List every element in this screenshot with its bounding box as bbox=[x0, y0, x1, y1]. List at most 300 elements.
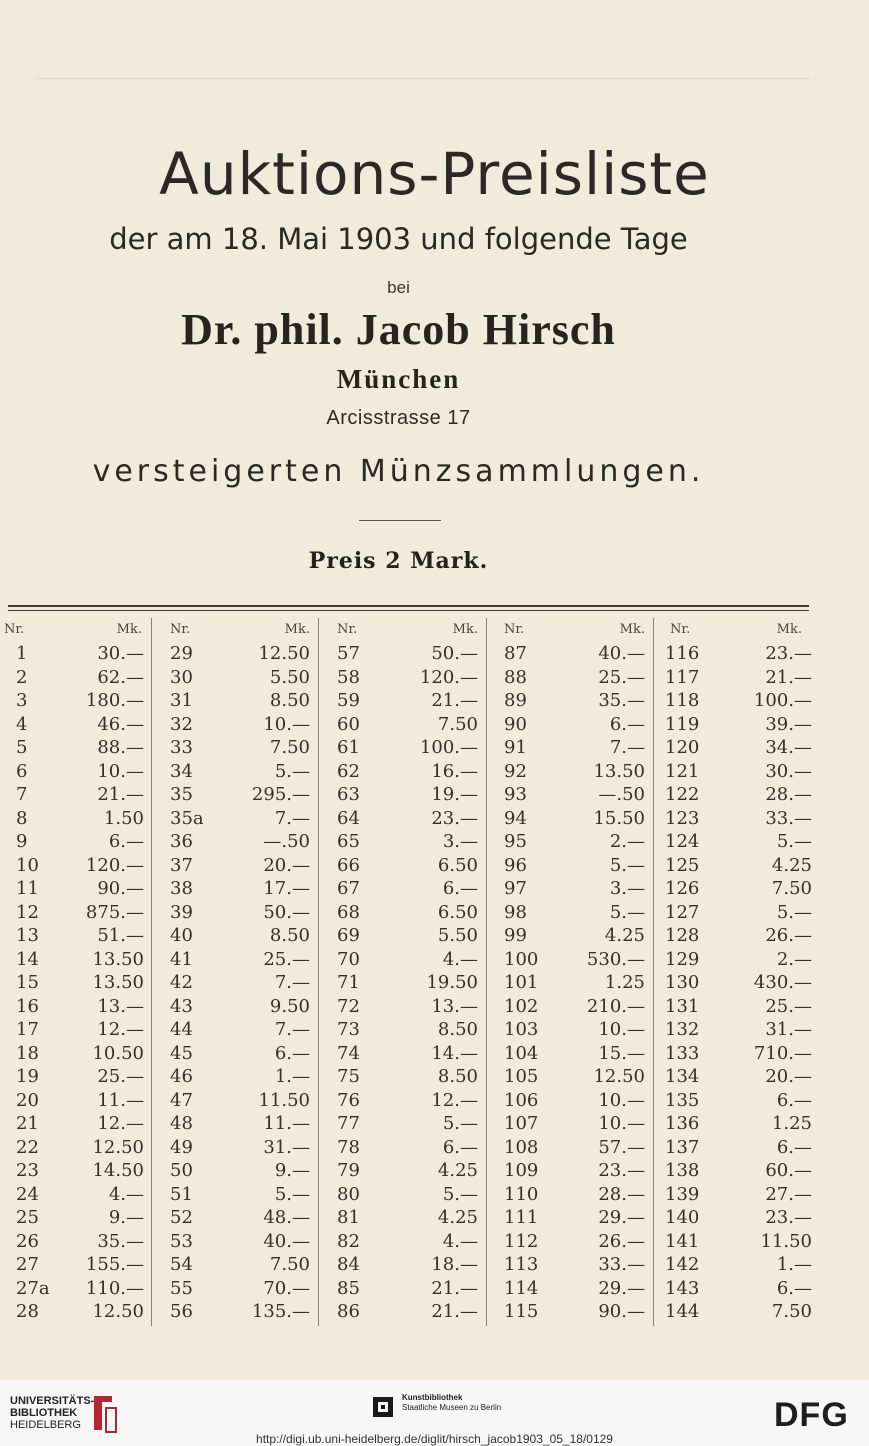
lot-price: —.50 bbox=[598, 784, 645, 805]
header-nr: Nr. bbox=[170, 622, 191, 637]
lot-number: 51 bbox=[170, 1183, 193, 1205]
lot-price: 50.— bbox=[431, 643, 478, 664]
lot-number: 85 bbox=[337, 1277, 360, 1299]
lot-price: 10.— bbox=[97, 760, 144, 782]
lot-price: 50.— bbox=[263, 901, 310, 923]
lot-number: 23 bbox=[16, 1160, 39, 1181]
lot-number: 38 bbox=[170, 878, 193, 899]
lot-number: 98 bbox=[504, 901, 527, 923]
lot-number: 30 bbox=[170, 666, 193, 688]
lot-price: 23.— bbox=[598, 1160, 645, 1181]
lot-price: 12.50 bbox=[92, 1136, 144, 1158]
lot-price: 21.— bbox=[431, 1277, 478, 1299]
lot-number: 87 bbox=[504, 643, 527, 664]
lot-number: 117 bbox=[665, 666, 700, 688]
lot-price: 7.50 bbox=[269, 737, 310, 758]
table-row bbox=[0, 1042, 869, 1066]
lot-number: 37 bbox=[170, 854, 193, 876]
table-row bbox=[0, 948, 869, 972]
lot-price: 25.— bbox=[765, 995, 812, 1017]
lot-price: 710.— bbox=[753, 1042, 812, 1064]
table-row bbox=[0, 713, 869, 737]
lot-price: 60.— bbox=[765, 1160, 812, 1181]
lot-number: 5 bbox=[16, 737, 28, 758]
lot-number: 135 bbox=[665, 1089, 700, 1111]
lot-price: 40.— bbox=[263, 1230, 310, 1252]
table-row bbox=[0, 995, 869, 1019]
lot-price: 46.— bbox=[97, 713, 144, 735]
lot-price: 5.— bbox=[274, 1183, 310, 1205]
lot-number: 138 bbox=[665, 1160, 700, 1181]
lot-price: 16.— bbox=[431, 760, 478, 782]
lot-number: 80 bbox=[337, 1183, 360, 1205]
table-body bbox=[0, 642, 869, 1324]
lot-number: 121 bbox=[665, 760, 700, 782]
table-row bbox=[0, 1018, 869, 1042]
lot-price: 35.— bbox=[598, 690, 645, 711]
lot-price: 4.— bbox=[442, 1230, 478, 1252]
lot-price: 11.50 bbox=[760, 1230, 812, 1252]
lot-number: 50 bbox=[170, 1160, 193, 1181]
lot-number: 84 bbox=[337, 1254, 360, 1275]
lot-number: 43 bbox=[170, 995, 193, 1017]
lot-number: 122 bbox=[665, 784, 700, 805]
lot-price: 8.50 bbox=[437, 1019, 478, 1040]
lot-price: 12.50 bbox=[593, 1066, 645, 1087]
lot-number: 120 bbox=[665, 737, 700, 758]
table-row bbox=[0, 807, 869, 831]
table-row bbox=[0, 830, 869, 854]
lot-price: 430.— bbox=[753, 972, 812, 993]
lot-price: 88.— bbox=[97, 737, 144, 758]
lot-number: 17 bbox=[16, 1019, 39, 1040]
lot-number: 44 bbox=[170, 1019, 193, 1040]
lot-price: 7.— bbox=[274, 1019, 310, 1040]
lot-price: 110.— bbox=[85, 1277, 144, 1299]
lot-number: 34 bbox=[170, 760, 193, 782]
lot-number: 108 bbox=[504, 1136, 539, 1158]
lot-number: 99 bbox=[504, 925, 527, 946]
lot-number: 66 bbox=[337, 854, 360, 876]
lot-price: 28.— bbox=[598, 1183, 645, 1205]
lot-price: 3.— bbox=[442, 831, 478, 852]
table-row bbox=[0, 760, 869, 784]
lot-number: 100 bbox=[504, 948, 539, 970]
lot-price: 1.50 bbox=[103, 807, 144, 829]
table-row bbox=[0, 1183, 869, 1207]
lot-price: 57.— bbox=[598, 1136, 645, 1158]
lot-number: 115 bbox=[504, 1301, 539, 1322]
lot-price: 9.50 bbox=[269, 995, 310, 1017]
lot-price: 180.— bbox=[85, 690, 144, 711]
lot-price: 9.— bbox=[274, 1160, 310, 1181]
lot-price: 30.— bbox=[97, 643, 144, 664]
lot-number: 47 bbox=[170, 1089, 193, 1111]
lot-number: 42 bbox=[170, 972, 193, 993]
table-row bbox=[0, 689, 869, 713]
lot-price: 35.— bbox=[97, 1230, 144, 1252]
header-nr: Nr. bbox=[4, 622, 25, 637]
library-line-2: BIBLIOTHEK bbox=[10, 1407, 78, 1419]
lot-price: 70.— bbox=[263, 1277, 310, 1299]
lot-price: 100.— bbox=[753, 690, 812, 711]
lot-price: 25.— bbox=[598, 666, 645, 688]
lot-number: 40 bbox=[170, 925, 193, 946]
lot-number: 119 bbox=[665, 713, 700, 735]
table-row bbox=[0, 1065, 869, 1089]
table-row bbox=[0, 924, 869, 948]
lot-price: 4.25 bbox=[604, 925, 645, 946]
lot-number: 81 bbox=[337, 1207, 360, 1228]
table-top-rule bbox=[8, 605, 809, 607]
lot-number: 35 bbox=[170, 784, 193, 805]
lot-number: 69 bbox=[337, 925, 360, 946]
lot-number: 110 bbox=[504, 1183, 539, 1205]
lot-price: 6.— bbox=[776, 1089, 812, 1111]
lot-number: 6 bbox=[16, 760, 28, 782]
table-row bbox=[0, 1206, 869, 1230]
lot-price: 5.50 bbox=[437, 925, 478, 946]
lot-number: 95 bbox=[504, 831, 527, 852]
lot-price: 530.— bbox=[586, 948, 645, 970]
lot-price: 5.— bbox=[274, 760, 310, 782]
library-line-3: HEIDELBERG bbox=[10, 1419, 81, 1431]
bei-label: bei bbox=[387, 278, 410, 297]
bleed-through-line bbox=[35, 78, 810, 79]
lot-price: 5.— bbox=[609, 854, 645, 876]
lot-price: 6.— bbox=[776, 1277, 812, 1299]
lot-number: 33 bbox=[170, 737, 193, 758]
lot-number: 10 bbox=[16, 854, 39, 876]
lot-number: 16 bbox=[16, 995, 39, 1017]
lot-price: 5.— bbox=[442, 1113, 478, 1134]
lot-number: 134 bbox=[665, 1066, 700, 1087]
lot-number: 104 bbox=[504, 1042, 539, 1064]
lot-number: 137 bbox=[665, 1136, 700, 1158]
lot-number: 31 bbox=[170, 690, 193, 711]
header-mk: Mk. bbox=[116, 622, 142, 637]
header-mk: Mk. bbox=[284, 622, 310, 637]
kb-name: Kunstbibliothek bbox=[402, 1393, 463, 1402]
header-nr: Nr. bbox=[337, 622, 358, 637]
lot-number: 124 bbox=[665, 831, 700, 852]
lot-number: 2 bbox=[16, 666, 28, 688]
lot-price: 30.— bbox=[765, 760, 812, 782]
lot-number: 71 bbox=[337, 972, 360, 993]
lot-number: 111 bbox=[504, 1207, 539, 1228]
lot-price: 26.— bbox=[598, 1230, 645, 1252]
lot-number: 63 bbox=[337, 784, 360, 805]
city: München bbox=[336, 364, 461, 394]
lot-number: 26 bbox=[16, 1230, 39, 1252]
library-line-1: UNIVERSITÄTS- bbox=[10, 1395, 95, 1407]
lot-price: 7.50 bbox=[771, 1301, 812, 1322]
lot-number: 94 bbox=[504, 807, 527, 829]
lot-price: 8.50 bbox=[269, 690, 310, 711]
lot-price: 8.50 bbox=[437, 1066, 478, 1087]
header-mk: Mk. bbox=[452, 622, 478, 637]
lot-price: 5.— bbox=[776, 831, 812, 852]
lot-price: 8.50 bbox=[269, 925, 310, 946]
lot-number: 62 bbox=[337, 760, 360, 782]
lot-price: 31.— bbox=[765, 1019, 812, 1040]
lot-price: 21.— bbox=[97, 784, 144, 805]
lot-price: 6.— bbox=[274, 1042, 310, 1064]
lot-price: 13.50 bbox=[92, 972, 144, 993]
table-row bbox=[0, 1159, 869, 1183]
lot-number: 113 bbox=[504, 1254, 539, 1275]
lot-price: 6.50 bbox=[437, 901, 478, 923]
lot-number: 72 bbox=[337, 995, 360, 1017]
lot-number: 136 bbox=[665, 1113, 700, 1134]
lot-number: 54 bbox=[170, 1254, 193, 1275]
lot-number: 46 bbox=[170, 1066, 193, 1087]
lot-price: 5.— bbox=[776, 901, 812, 923]
lot-price: 7.50 bbox=[437, 713, 478, 735]
lot-number: 21 bbox=[16, 1113, 39, 1134]
lot-number: 139 bbox=[665, 1183, 700, 1205]
lot-price: 90.— bbox=[598, 1301, 645, 1322]
lot-price: 6.— bbox=[776, 1136, 812, 1158]
lot-number: 35a bbox=[170, 807, 204, 829]
lot-price: 12.50 bbox=[258, 643, 310, 664]
lot-price: 15.50 bbox=[593, 807, 645, 829]
header-mk: Mk. bbox=[776, 622, 802, 637]
lot-price: 10.50 bbox=[92, 1042, 144, 1064]
lot-number: 22 bbox=[16, 1136, 39, 1158]
lot-number: 89 bbox=[504, 690, 527, 711]
lot-price: 13.— bbox=[431, 995, 478, 1017]
lot-price: 33.— bbox=[765, 807, 812, 829]
lot-price: 295.— bbox=[251, 784, 310, 805]
lot-price: 5.— bbox=[609, 901, 645, 923]
kunstbibliothek-label bbox=[402, 1393, 501, 1413]
lot-number: 20 bbox=[16, 1089, 39, 1111]
lot-number: 55 bbox=[170, 1277, 193, 1299]
lot-price: 2.— bbox=[776, 948, 812, 970]
lot-price: 48.— bbox=[263, 1207, 310, 1228]
lot-number: 91 bbox=[504, 737, 527, 758]
lot-number: 3 bbox=[16, 690, 28, 711]
lot-price: 17.— bbox=[263, 878, 310, 899]
lot-number: 8 bbox=[16, 807, 28, 829]
lot-price: 21.— bbox=[431, 1301, 478, 1322]
lot-number: 130 bbox=[665, 972, 700, 993]
lot-price: 1.25 bbox=[604, 972, 645, 993]
lot-number: 49 bbox=[170, 1136, 193, 1158]
lot-price: 4.— bbox=[108, 1183, 144, 1205]
lot-number: 9 bbox=[16, 831, 28, 852]
price-table bbox=[0, 620, 869, 1324]
lot-price: 1.— bbox=[274, 1066, 310, 1087]
lot-price: 40.— bbox=[598, 643, 645, 664]
table-row bbox=[0, 666, 869, 690]
table-header bbox=[0, 620, 869, 642]
lot-number: 65 bbox=[337, 831, 360, 852]
table-row bbox=[0, 1300, 869, 1324]
lot-price: 12.50 bbox=[92, 1301, 144, 1322]
lot-number: 128 bbox=[665, 925, 700, 946]
lot-price: 20.— bbox=[263, 854, 310, 876]
lot-number: 45 bbox=[170, 1042, 193, 1064]
lot-number: 18 bbox=[16, 1042, 39, 1064]
lot-price: 100.— bbox=[419, 737, 478, 758]
lot-price: 120.— bbox=[419, 666, 478, 688]
lot-number: 36 bbox=[170, 831, 193, 852]
lot-price: 21.— bbox=[431, 690, 478, 711]
table-row bbox=[0, 1112, 869, 1136]
price-note: Preis 2 Mark. bbox=[308, 548, 489, 574]
lot-price: 20.— bbox=[765, 1066, 812, 1087]
lot-number: 60 bbox=[337, 713, 360, 735]
lot-price: 29.— bbox=[598, 1277, 645, 1299]
source-url-link[interactable]: http://digi.ub.uni-heidelberg.de/diglit/hirsch_jacob1903_05_18/0129 bbox=[256, 1432, 613, 1446]
lot-number: 92 bbox=[504, 760, 527, 782]
lot-price: 62.— bbox=[97, 666, 144, 688]
table-row bbox=[0, 877, 869, 901]
lot-number: 75 bbox=[337, 1066, 360, 1087]
lot-number: 19 bbox=[16, 1066, 39, 1087]
address: Arcisstrasse 17 bbox=[326, 407, 471, 429]
lot-number: 74 bbox=[337, 1042, 360, 1064]
document-subtitle: der am 18. Mai 1903 und folgende Tage bbox=[109, 222, 688, 256]
lot-price: 26.— bbox=[765, 925, 812, 946]
lot-price: 11.50 bbox=[258, 1089, 310, 1111]
lot-number: 86 bbox=[337, 1301, 360, 1322]
lot-number: 96 bbox=[504, 854, 527, 876]
lot-price: 4.— bbox=[442, 948, 478, 970]
lot-price: 90.— bbox=[97, 878, 144, 899]
lot-price: 11.— bbox=[263, 1113, 310, 1134]
lot-price: 34.— bbox=[765, 737, 812, 758]
lot-price: 12.— bbox=[431, 1089, 478, 1111]
lot-number: 28 bbox=[16, 1301, 39, 1322]
lot-price: 6.— bbox=[442, 1136, 478, 1158]
lot-number: 101 bbox=[504, 972, 539, 993]
lot-number: 73 bbox=[337, 1019, 360, 1040]
lot-price: 7.— bbox=[274, 972, 310, 993]
lot-price: 4.25 bbox=[771, 854, 812, 876]
lot-number: 129 bbox=[665, 948, 700, 970]
lot-price: 23.— bbox=[431, 807, 478, 829]
lot-price: 7.— bbox=[609, 737, 645, 758]
table-row bbox=[0, 971, 869, 995]
lot-number: 64 bbox=[337, 807, 360, 829]
lot-number: 133 bbox=[665, 1042, 700, 1064]
lot-price: 31.— bbox=[263, 1136, 310, 1158]
divider bbox=[359, 520, 441, 521]
header-nr: Nr. bbox=[670, 622, 691, 637]
lot-number: 90 bbox=[504, 713, 527, 735]
lot-price: 13.50 bbox=[593, 760, 645, 782]
lot-price: 25.— bbox=[97, 1066, 144, 1087]
lot-price: 7.50 bbox=[771, 878, 812, 899]
lot-number: 59 bbox=[337, 690, 360, 711]
lot-price: —.50 bbox=[263, 831, 310, 852]
lot-price: 9.— bbox=[108, 1207, 144, 1228]
lot-number: 116 bbox=[665, 643, 700, 664]
table-row bbox=[0, 1089, 869, 1113]
lot-number: 106 bbox=[504, 1089, 539, 1111]
lot-number: 58 bbox=[337, 666, 360, 688]
lot-number: 68 bbox=[337, 901, 360, 923]
lot-price: 7.50 bbox=[269, 1254, 310, 1275]
lot-price: 135.— bbox=[251, 1301, 310, 1322]
lot-price: 19.50 bbox=[426, 972, 478, 993]
lot-price: 5.— bbox=[442, 1183, 478, 1205]
lot-price: 6.— bbox=[442, 878, 478, 899]
lot-number: 27 bbox=[16, 1254, 39, 1275]
lot-price: 28.— bbox=[765, 784, 812, 805]
lot-number: 41 bbox=[170, 948, 193, 970]
lot-price: 120.— bbox=[85, 854, 144, 876]
table-row bbox=[0, 736, 869, 760]
lot-price: 13.50 bbox=[92, 948, 144, 970]
lot-number: 141 bbox=[665, 1230, 700, 1252]
lot-number: 88 bbox=[504, 666, 527, 688]
lot-number: 82 bbox=[337, 1230, 360, 1252]
lot-number: 103 bbox=[504, 1019, 539, 1040]
library-logo-text bbox=[10, 1395, 94, 1431]
lot-number: 61 bbox=[337, 737, 360, 758]
kunstbibliothek-emblem-icon bbox=[372, 1396, 394, 1418]
table-row bbox=[0, 1277, 869, 1301]
lot-number: 102 bbox=[504, 995, 539, 1017]
lot-price: 14.— bbox=[431, 1042, 478, 1064]
lot-number: 56 bbox=[170, 1301, 193, 1322]
lot-price: 5.50 bbox=[269, 666, 310, 688]
lot-number: 142 bbox=[665, 1254, 700, 1275]
lot-price: 15.— bbox=[598, 1042, 645, 1064]
header-mk: Mk. bbox=[619, 622, 645, 637]
lot-number: 15 bbox=[16, 972, 39, 993]
lot-number: 112 bbox=[504, 1230, 539, 1252]
lot-price: 33.— bbox=[598, 1254, 645, 1275]
lot-price: 10.— bbox=[598, 1089, 645, 1111]
table-row bbox=[0, 901, 869, 925]
lot-price: 7.— bbox=[274, 807, 310, 829]
header-nr: Nr. bbox=[504, 622, 525, 637]
lot-price: 14.50 bbox=[92, 1160, 144, 1181]
lot-number: 107 bbox=[504, 1113, 539, 1134]
dfg-logo: DFG bbox=[774, 1396, 849, 1434]
table-row bbox=[0, 1230, 869, 1254]
lot-number: 57 bbox=[337, 643, 360, 664]
lot-price: 23.— bbox=[765, 643, 812, 664]
lot-price: 12.— bbox=[97, 1113, 144, 1134]
lot-number: 125 bbox=[665, 854, 700, 876]
table-top-rule-thin bbox=[8, 610, 809, 611]
lot-number: 25 bbox=[16, 1207, 39, 1228]
table-row bbox=[0, 642, 869, 666]
lot-number: 4 bbox=[16, 713, 28, 735]
lot-number: 11 bbox=[16, 878, 39, 899]
lot-number: 132 bbox=[665, 1019, 700, 1040]
kb-sub: Staatliche Museen zu Berlin bbox=[402, 1403, 502, 1412]
lot-number: 105 bbox=[504, 1066, 539, 1087]
lot-price: 10.— bbox=[598, 1019, 645, 1040]
lot-number: 13 bbox=[16, 925, 39, 946]
lot-price: 10.— bbox=[598, 1113, 645, 1134]
lot-price: 4.25 bbox=[437, 1207, 478, 1228]
lot-number: 14 bbox=[16, 948, 39, 970]
lot-price: 18.— bbox=[431, 1254, 478, 1275]
lot-number: 32 bbox=[170, 713, 193, 735]
lot-number: 78 bbox=[337, 1136, 360, 1158]
lot-price: 23.— bbox=[765, 1207, 812, 1228]
lot-number: 29 bbox=[170, 643, 193, 664]
lot-number: 97 bbox=[504, 878, 527, 899]
